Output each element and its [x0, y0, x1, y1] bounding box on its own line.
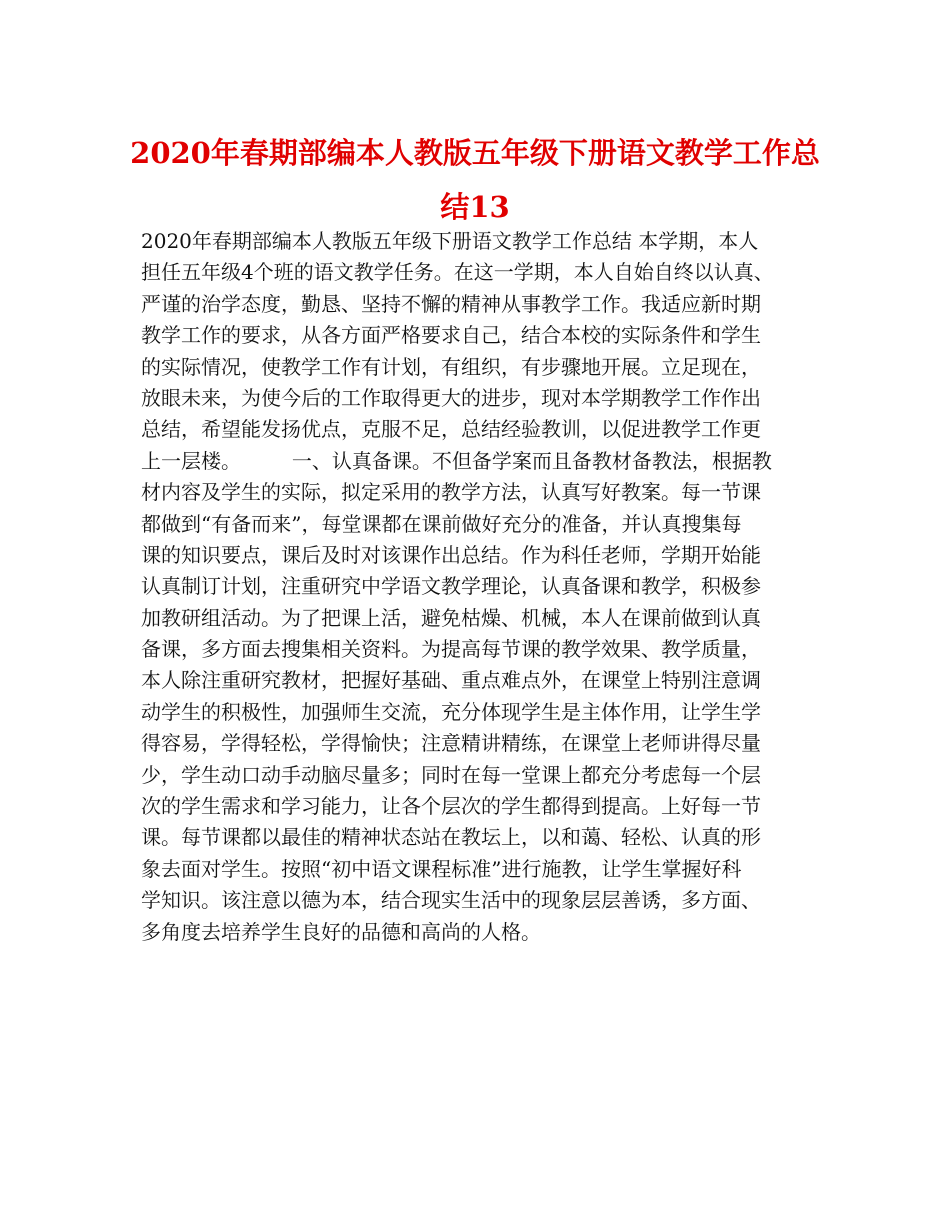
body-line: 少，学生动口动手动脑尽量多；同时在每一堂课上都充分考虑每一个层	[141, 762, 761, 787]
body-line: 多角度去培养学生良好的品德和高尚的人格。	[141, 919, 541, 944]
body-line: 象去面对学生。按照“初中语文课程标准”进行施教，让学生掌握好科	[141, 856, 742, 881]
body-line: 教学工作的要求，从各方面严格要求自己，结合本校的实际条件和学生	[141, 323, 761, 348]
body-line: 课的知识要点，课后及时对该课作出总结。作为科任老师，学期开始能	[141, 542, 761, 567]
title-line-1: 2020年春期部编本人教版五年级下册语文教学工作总	[130, 136, 820, 170]
body-line: 放眼未来，为使今后的工作取得更大的进步，现对本学期教学工作作出	[141, 385, 761, 410]
body-line: 上一层楼。 一、认真备课。不但备学案而且备教材备教法，根据教	[141, 448, 772, 473]
document-body	[141, 226, 831, 948]
body-line: 认真制订计划，注重研究中学语文教学理论，认真备课和教学，积极参	[141, 574, 761, 599]
body-line: 学知识。该注意以德为本，结合现实生活中的现象层层善诱，多方面、	[141, 888, 761, 913]
body-line: 得容易，学得轻松，学得愉快；注意精讲精练，在课堂上老师讲得尽量	[141, 731, 761, 756]
body-line: 次的学生需求和学习能力，让各个层次的学生都得到提高。上好每一节	[141, 794, 761, 819]
body-line: 本人除注重研究教材，把握好基础、重点难点外，在课堂上特别注意调	[141, 668, 761, 693]
body-line: 的实际情况，使教学工作有计划，有组织，有步骤地开展。立足现在，	[141, 354, 761, 379]
title-line-2: 结13	[440, 190, 510, 224]
document-title	[120, 126, 830, 234]
body-line: 动学生的积极性，加强师生交流，充分体现学生是主体作用，让学生学	[141, 699, 761, 724]
body-line: 备课，多方面去搜集相关资料。为提高每节课的教学效果、教学质量，	[141, 637, 761, 662]
body-line: 2020年春期部编本人教版五年级下册语文教学工作总结 本学期，本人	[141, 229, 759, 253]
body-line: 课。每节课都以最佳的精神状态站在教坛上，以和蔼、轻松、认真的形	[141, 825, 761, 850]
body-line: 加教研组活动。为了把课上活，避免枯燥、机械，本人在课前做到认真	[141, 605, 761, 630]
body-line: 总结，希望能发扬优点，克服不足，总结经验教训，以促进教学工作更	[141, 417, 761, 442]
body-line: 都做到“有备而来”，每堂课都在课前做好充分的准备，并认真搜集每	[141, 511, 742, 536]
body-line: 材内容及学生的实际，拟定采用的教学方法，认真写好教案。每一节课	[141, 480, 761, 505]
body-line: 担任五年级4个班的语文教学任务。在这一学期，本人自始自终以认真、	[141, 260, 774, 285]
body-line: 严谨的治学态度，勤恳、坚持不懈的精神从事教学工作。我适应新时期	[141, 291, 761, 316]
